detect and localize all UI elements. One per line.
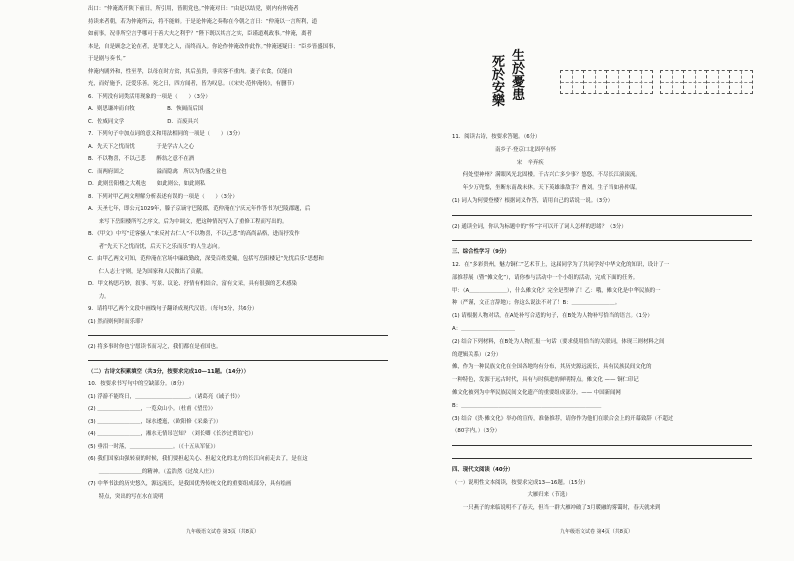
- text-line: 一种特色，发源于远古时代，具有与时俱进的鲜明特点。傩文化 —— 铜仁印记: [452, 377, 639, 384]
- text-line: (2) 通读全词，你认为标题中的“怀”字可以开了词人怎样的思绪？（3分）: [452, 223, 627, 230]
- text-line: (1) 词人为何要登楼？根据词义作答，请用自己的话说一说。（3分）: [452, 198, 614, 204]
- text-line: C．而两府固之 溢而隐禽 所以为伪盛之业也: [88, 168, 227, 175]
- calligraphy-column-1: 死於安樂: [492, 55, 506, 109]
- text-line: (4) ＿＿＿＿＿＿＿＿，湘水无情吊岂知？（刘长卿《长沙过贾谊宅》）: [88, 431, 257, 437]
- text-line: C．由甲乙两文可知，范仲淹在官场中廉政勤政，深受百姓爱戴，包括写岳阳楼记“先忧后乐”思想和: [88, 256, 324, 262]
- grid-cell: [583, 70, 607, 94]
- text-line: (6) 我们国家由强转衰的时候，我们要担起关心、担起文化的北方的长江向前走去了，是在这: [88, 456, 308, 462]
- text-line: 四、现代文阅读（40分）: [452, 466, 514, 473]
- grid-cell: [683, 70, 707, 94]
- text-line: A．天圣七年，即公元1029年，滕子京谪守巴陵郡，范仲淹在宁庆元年作答书为巴陵郡题，后: [88, 206, 311, 212]
- text-line: （一）说明性文本阅读，按要求完成13—16题。（15分）: [452, 479, 589, 486]
- answer-line[interactable]: [452, 458, 752, 459]
- text-line: 出口：“仲淹离开陕下前日，所引用，皆朝党也。”仲淹对曰：“由是以结党，则内有仲淹者: [88, 6, 299, 12]
- text-line: B：＿＿＿＿＿＿＿＿＿＿＿＿＿＿＿＿＿＿＿＿＿＿＿＿＿＿: [452, 402, 602, 409]
- calligraphy-title: [492, 50, 548, 122]
- grid-cell: [606, 70, 630, 94]
- text-line: 何处望神州？满眼风光北固楼。千古兴亡多少事？悠悠。不尽长江滚滚流。: [452, 172, 641, 179]
- text-line: 的逻辑关系）（2分）: [452, 351, 502, 358]
- text-line: B．不以物喜，不以己悲 醉翁之意不在酒: [88, 156, 195, 162]
- calligraphy-column-2: 生於憂患: [512, 49, 526, 103]
- right-page-footer: 九年级语文试卷 第4页（共8页）: [560, 529, 633, 535]
- answer-line[interactable]: [88, 335, 388, 336]
- text-line: 本是，自是顾念之论在者，是罪先之人，而终而入。你论作仲淹改作此作。”仲淹迷疑日：“臣乡皆盛国事，: [88, 43, 339, 50]
- text-line: 12．在“多彩贵州，魅力铜仁”艺术节上，这届同学为了共同学好中华文化的知识，设计了一: [452, 262, 670, 268]
- text-line: (7) 中华书法的历史悠久，源远流长，是我国优秀传统文化的重要组成部分，具有绘画: [88, 481, 292, 487]
- text-line: A．则思谦冲而自牧 B．恢阔而后国: [88, 106, 204, 112]
- text-line: 8．下列对甲乙两文理解分析表述有误的一项是（ ）（3分）: [88, 193, 238, 200]
- grid-cell: [629, 70, 653, 94]
- grid-cell: [729, 70, 753, 94]
- text-line: 特点，突出的写在水在说明: [88, 493, 164, 500]
- text-line: 一只燕子的来临说明不了春天，但当一群大雁冲破了3月暖融的雾霭时，春天就来到: [452, 505, 661, 512]
- left-page: [88, 0, 408, 561]
- text-line: 充，而好施予，泛爱乐善。死之日，四方闻者，皆为叹息。（《宋史·范仲淹传》，有删节）: [88, 81, 298, 87]
- text-line: 力。: [88, 293, 110, 300]
- text-line: 种（严谨，文正言辞地）；你这么说法不对了！B：＿＿＿＿＿＿＿＿。: [452, 300, 621, 307]
- text-line: D．甲文构思巧妙，叙事、写景、议论、抒情有机结合，富有文采，具有很强的艺术感染: [88, 281, 297, 287]
- grid-cell: [706, 70, 730, 94]
- text-line: 傩，作为一种民族文化在全国各地均有分布，其历史源远流长，具有民族民间文化的: [452, 364, 652, 371]
- answer-line[interactable]: [452, 215, 752, 216]
- text-line: 年少万兜鍪，坐断东南战未休。天下英雄谁敌手？曹刘。生子当如孙仲谋。: [452, 185, 641, 192]
- text-line: B．《甲文》中写“迁客骚人”来反衬古仁人“不以物喜，不以己悲”的高尚品格，进而抒发作: [88, 231, 300, 237]
- text-line: （80字内。）（3分）: [452, 428, 501, 435]
- text-line: (2) 将多事时你也宁愿读书而习之，我们都在是看国也。: [88, 343, 222, 350]
- text-line: (3) 结合《贵·傩文化》举办的宣传，准备推荐，请你作为他们在联合会上的开幕致辞（不超过: [452, 415, 674, 422]
- text-line: 于是剧与奏书。”: [88, 56, 126, 62]
- text-line: (1) 然而则何时而乐耶？: [88, 318, 146, 325]
- text-line: (1) 浮游不能终日，＿＿＿＿＿＿＿＿＿＿。（诸葛亮《诫子书》）: [88, 393, 243, 400]
- text-line: 者“先天下之忧而忧，后天下之乐而乐”的人生志向。: [88, 243, 223, 250]
- text-line: 南乡子·登京口北固亭有怀: [452, 146, 557, 153]
- grid-cell: [560, 70, 584, 94]
- text-line: 部推荐展（暨“傩文化”），请你参与活动中一个小组的活动，完成下面的任务。: [452, 274, 639, 281]
- text-line: （二）古诗文积累填空（共3分，按要求完成10—11题。（14分））: [88, 368, 250, 375]
- text-line: A：＿＿＿＿＿＿＿＿＿＿: [452, 326, 515, 332]
- text-line: 三、综合性学习（9分）: [452, 249, 510, 256]
- text-line: ＿＿＿＿＿＿＿＿的精神。（孟浩然《过故人庄》）: [88, 468, 218, 475]
- answer-line[interactable]: [452, 445, 752, 446]
- text-line: (5) 垂泪一时落，＿＿＿＿＿＿＿＿。（《十五从军征》）: [88, 443, 219, 450]
- text-line: 甲：（A＿＿＿＿＿＿＿），什么傩文化？完全是塑神了！乙：哦，傩文化是中华民族的一: [452, 287, 661, 294]
- text-line: 大雁归来（节选）: [452, 492, 571, 499]
- text-line: 来写下岳阳楼所写之序文，后为中调文，把这种情况写入了重修工程而写出的。: [88, 218, 288, 225]
- left-page-footer: 九年级语文试卷 第3页（共8页）: [186, 529, 259, 535]
- text-line: 宋 辛弃疾: [452, 159, 544, 166]
- text-line: 7．下列句子中加点词的意义和用法相同的一项是（ ）（3分）: [88, 131, 244, 137]
- right-page: [452, 128, 752, 538]
- text-line: A．先天下之忧而忧 于是学古人之心: [88, 143, 195, 150]
- text-line: D．此则岳阳楼之大观也 如此则公，如此则私: [88, 181, 206, 187]
- text-line: 仁人志士守则，是为国家和人民做出了贡献。: [88, 268, 207, 275]
- text-line: 9．请将甲乙两个文段中画线句子翻译成现代汉语。（每句3分，共6分）: [88, 306, 258, 312]
- text-line: (1) 请根据人物对话，在A处补写合适的句子，在B处为人物补写恰当的语言。（1分）: [452, 313, 653, 320]
- text-line: 如前事，况非所空言乎哪可于善大夫之利乎？”陛下既以其言之实，臣谨道观政事。”仲淹，离者: [88, 31, 312, 37]
- text-line: C．佐威同文学 D．百废具兴: [88, 118, 199, 125]
- text-line: 持读来者朝，若为仲淹所云，将不能辩。于是论仲淹之奏称在今朝之言日：“仲淹以一言所利，道: [88, 18, 318, 25]
- answer-line[interactable]: [88, 360, 388, 361]
- text-line: 6．下列没有词类活用现象的一项是（ ）（3分）: [88, 93, 211, 100]
- text-line: (2) ＿＿＿＿＿＿＿＿，一览众山小。（杜甫《望岳》）: [88, 406, 216, 412]
- text-line: 仲淹内剧外和，性至孝，以母在时方贫，其后虽贵，非宾客不重肉。妻子衣食，仅能自: [88, 68, 293, 75]
- text-line: 11．阅读古诗，按要求答题。（6分）: [452, 134, 541, 140]
- text-line: 傩文化被列为中华民族民间文化遗产的重要组成部分。—— 中国新闻网: [452, 390, 621, 396]
- answer-line[interactable]: [452, 240, 752, 241]
- text-line: (2) 结合下列材料，在B处为人物汇报一句话（要求使用恰当的关联词，体现三则材料之间: [452, 338, 665, 345]
- grid-cell: [660, 70, 684, 94]
- text-line: 10．按要求书写句中的空缺部分。（8分）: [88, 381, 188, 387]
- text-line: (3) ＿＿＿＿＿＿＿＿，绿水逶迤，（欧阳修《采桑子》）: [88, 418, 222, 425]
